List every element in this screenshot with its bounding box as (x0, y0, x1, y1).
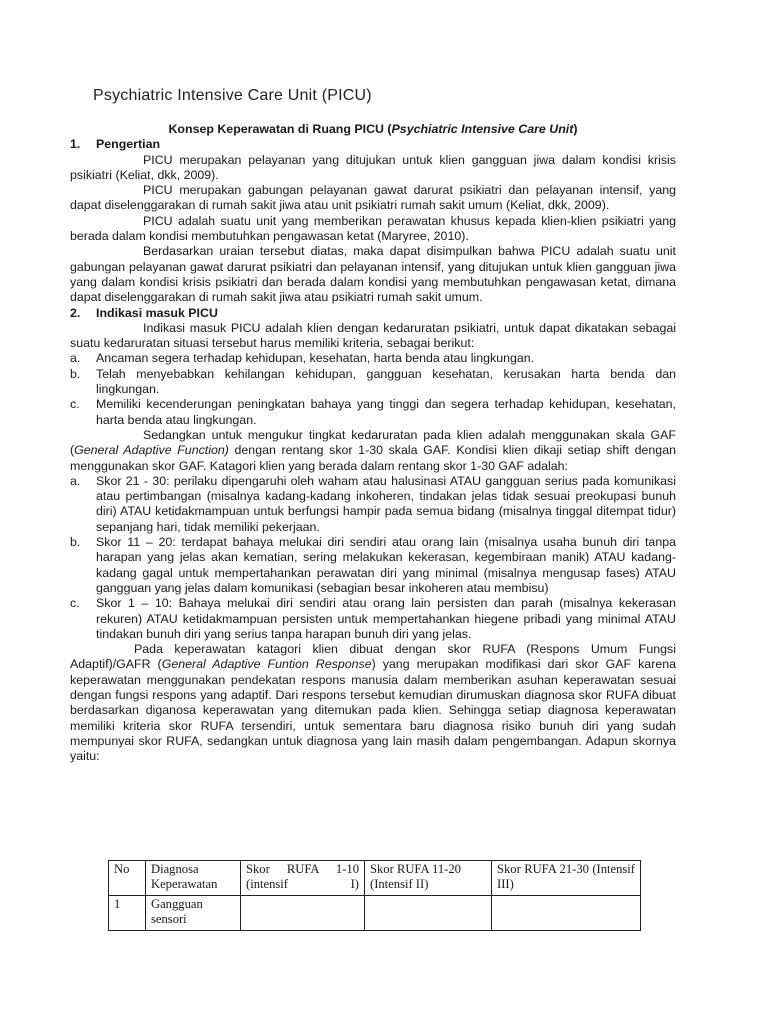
table-row (109, 896, 641, 931)
list-text: Skor 1 – 10: Bahaya melukai diri sendiri atau orang lain persisten dan parah (misalnya kekerasan rekuren) ATAU ketidakmampuan persisten untuk mempertahankan hiegene pribadi yang minimal ATAU tindakan bunuh diri yang serius tanpa harapan bunuh diri yang jelas. (96, 596, 676, 641)
list-text: Ancaman segera terhadap kehidupan, kesehatan, harta benda atau lingkungan. (96, 351, 535, 366)
list-label: a. (70, 351, 81, 366)
subtitle-italic: Psychiatric Intensive Care Unit (391, 122, 574, 136)
list-label: c. (70, 397, 80, 412)
document-body (70, 122, 676, 764)
section-2-number: 2. (70, 305, 81, 320)
paragraph-definition-1: PICU merupakan pelayanan yang ditujukan untuk klien gangguan jiwa dalam kondisi krisis psikiatri (Keliat, dkk, 2009). (70, 152, 676, 182)
table-header-cell: Diagnosa Keperawatan (146, 861, 241, 896)
list-text: Telah menyebabkan kehilangan kehidupan, gangguan kesehatan, kerusakan harta benda dan lingkungan. (96, 366, 676, 397)
list-label: b. (70, 366, 81, 381)
section-2-title: Indikasi masuk PICU (96, 305, 218, 320)
gaf-text-b: dengan rentang skor 1-30 skala GAF. Kondisi klien dikaji setiap shift dengan menggunakan skor GAF. Katagori klien yang berada dalam rentang skor 1-30 GAF adalah: (70, 443, 676, 473)
paragraph-definition-3: PICU adalah suatu unit yang memberikan perawatan khusus kepada klien-klien psikiatri yang berada dalam kondisi membutuhkan pengawasan ketat (Maryree, 2010). (70, 213, 676, 244)
paragraph-rufa (70, 642, 676, 764)
rufa-text-italic: General Adaptive Funtion Response (161, 657, 372, 672)
list-text: Skor 21 - 30: perilaku dipengaruhi oleh waham atau halusinasi ATAU gangguan serius pada komunikasi atau pertimbangan (misalnya kadang-kadang inkoheren, tindakan jelas tidak sesuai preokupasi bunuh diri) ATAU ketidakmampuan untuk berfungsi hampir pada semua bidang (misalnya tinggal ditempat tidur) sepanjang hari, tidak memiliki pekerjaan. (96, 473, 676, 534)
list-text: Memiliki kecenderungan peningkatan bahaya yang tinggi dan segera terhadap kehidupan, kesehatan, harta benda atau lingkungan. (96, 397, 676, 427)
paragraph-indication-intro: Indikasi masuk PICU adalah klien dengan kedaruratan psikiatri, untuk dapat dikatakan sebagai suatu kedaruratan situasi tersebut harus memiliki kriteria, sebagai berikut: (70, 320, 676, 351)
table-header-row (109, 861, 641, 896)
list-item (70, 367, 676, 398)
table-header-cell: Skor RUFA 21-30 (Intensif III) (492, 861, 641, 896)
table-header-cell: No (109, 861, 146, 896)
paragraph-gaf (70, 428, 676, 474)
list-label: b. (70, 535, 81, 550)
subtitle-prefix: Konsep Keperawatan di Ruang PICU ( (168, 122, 392, 136)
gaf-text-italic: General Adaptive Function) (74, 443, 229, 458)
table-cell (365, 896, 492, 931)
rufa-text-b: ) yang merupakan modifikasi dari skor GAF karena keperawatan menggunakan pendekatan respons manusia dalam memberikan asuhan keperawatan sesuai dengan fungsi respons yang adaptif. Dari respons tersebut kemudian dirumuskan diagnosa skor RUFA dibuat berdasarkan diganosa keperawatan yang ditemukan pada klien. Sehingga setiap diagnosa keperawatan memiliki kriteria skor RUFA tersendiri, untuk sementara baru diagnosa risiko bunuh diri yang sudah mempunyai skor RUFA, sedangkan untuk diagnosa yang lain masih dalam pengembangan. Adapun skornya yaitu: (70, 657, 676, 764)
table-cell (492, 896, 641, 931)
table-header-cell: Skor RUFA 11-20 (Intensif II) (365, 861, 492, 896)
rufa-score-table (108, 860, 641, 931)
list-item (70, 351, 676, 366)
gaf-text-a: Sedangkan untuk mengukur tingkat kedaruratan pada klien adalah menggunakan skala GAF ( (70, 427, 676, 458)
section-2-heading (70, 306, 676, 321)
table-cell: 1 (109, 896, 146, 931)
table-cell: Gangguan sensori (146, 896, 241, 931)
list-item (70, 474, 676, 535)
list-item (70, 397, 676, 428)
list-item (70, 596, 676, 642)
list-text: Skor 11 – 20: terdapat bahaya melukai diri sendiri atau orang lain (misalnya usaha bunuh diri tanpa harapan yang jelas akan kematian, sering melakukan kekerasan, kegembiraan manik) ATAU kadang-kadang gagal untuk mempertahankan perawatan diri yang minimal (misalnya mengusap fases) ATAU gangguan yang jelas dalam komunikasi (sebagian besar inkoheren atau membisu) (96, 535, 676, 595)
section-subtitle (70, 122, 676, 137)
table-cell (241, 896, 365, 931)
list-label: a. (70, 473, 81, 488)
subtitle-suffix: ) (573, 122, 578, 136)
section-1-heading (70, 137, 676, 152)
rufa-text-a: Pada keperawatan katagori klien dibuat dengan skor RUFA (Respons Umum Fungsi Adaptif)/GAFR ( (70, 642, 676, 672)
list-item (70, 535, 676, 596)
document-title: Psychiatric Intensive Care Unit (PICU) (93, 87, 372, 104)
section-1-number: 1. (70, 137, 81, 152)
section-1-title: Pengertian (96, 137, 161, 152)
paragraph-conclusion: Berdasarkan uraian tersebut diatas, maka dapat disimpulkan bahwa PICU adalah suatu unit gabungan pelayanan gawat darurat psikiatri dan pelayanan intensif, yang ditujukan untuk klien gangguan jiwa yang dalam kondisi krisis psikiatri dan berada dalam kondisi yang membutuhkan pengawasan ketat, dimana dapat diselenggarakan di rumah sakit jiwa atau psikiatri rumah sakit umum. (70, 244, 676, 305)
paragraph-definition-2: PICU merupakan gabungan pelayanan gawat darurat psikiatri dan pelayanan intensif, yang dapat diselenggarakan di rumah sakit jiwa atau unit psikiatri rumah sakit umum (Keliat, dkk, 2009). (70, 183, 676, 213)
list-label: c. (70, 596, 80, 611)
table-header-cell: Skor RUFA 1-10 (intensif I) (241, 861, 365, 896)
